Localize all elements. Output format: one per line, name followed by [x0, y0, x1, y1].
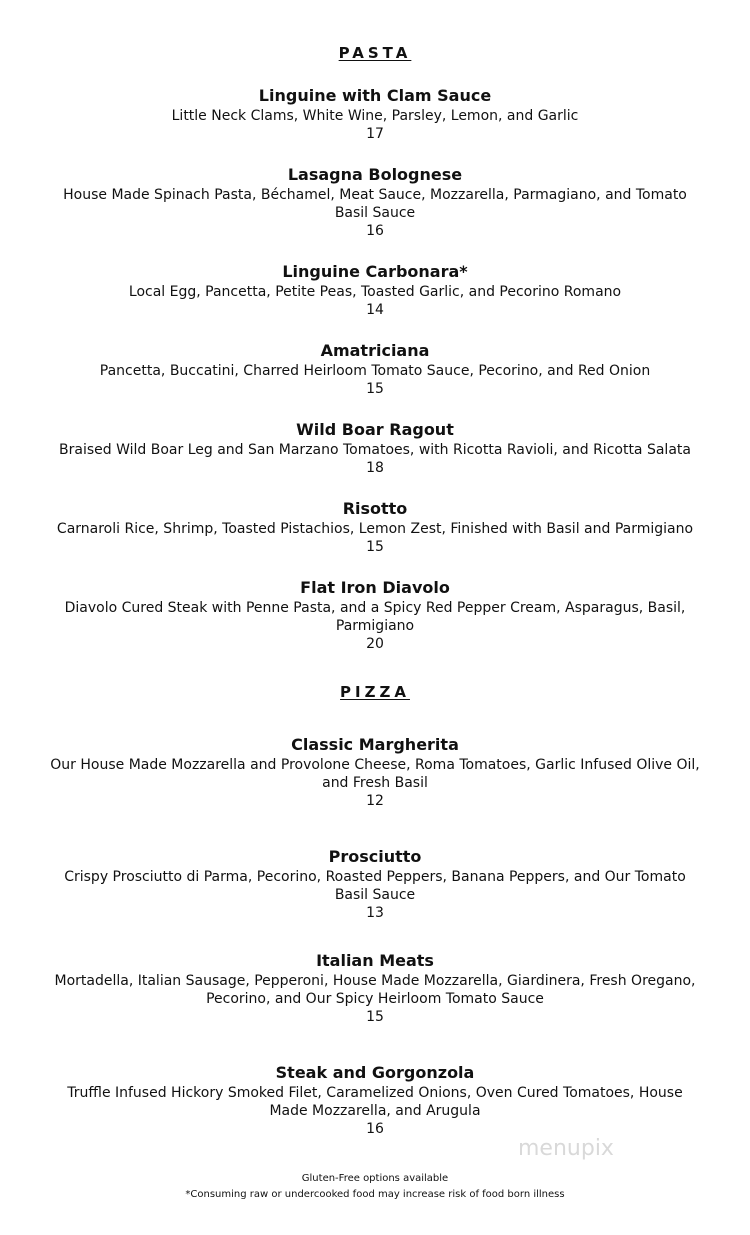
- item-name: Italian Meats: [316, 951, 434, 970]
- item-price: 16: [366, 1121, 384, 1137]
- item-name: Lasagna Bolognese: [287, 165, 463, 184]
- item-name: Flat Iron Diavolo: [300, 578, 450, 597]
- item-description: Little Neck Clams, White Wine, Parsley, Lemon, and Garlic: [171, 108, 579, 124]
- item-description: Truffle Infused Hickory Smoked Filet, Caramelized Onions, Oven Cured Tomatoes, House Made Mozzarella, and Arugula: [67, 1085, 683, 1119]
- item-price: 15: [366, 1009, 384, 1025]
- menu-item: [40, 1062, 710, 1138]
- item-price: 13: [366, 905, 384, 921]
- pizza-heading: PIZZA: [340, 683, 410, 701]
- item-price: 15: [366, 381, 384, 397]
- item-price: 15: [366, 539, 384, 555]
- menu-item: [40, 164, 710, 240]
- item-description: Mortadella, Italian Sausage, Pepperoni, House Made Mozzarella, Giardinera, Fresh Oregano, Pecorino, and Our Spicy Heirloom Tomato Sauce: [54, 973, 696, 1007]
- item-description: Our House Made Mozzarella and Provolone Cheese, Roma Tomatoes, Garlic Infused Olive Oil, and Fresh Basil: [50, 757, 700, 791]
- menupix-watermark: menupix: [518, 1136, 614, 1161]
- item-name: Linguine Carbonara*: [282, 262, 468, 281]
- menu-item: [40, 950, 710, 1026]
- item-description: Diavolo Cured Steak with Penne Pasta, and a Spicy Red Pepper Cream, Asparagus, Basil, Parmigiano: [64, 600, 686, 634]
- item-description: Carnaroli Rice, Shrimp, Toasted Pistachios, Lemon Zest, Finished with Basil and Parmigiano: [56, 521, 694, 537]
- item-name: Steak and Gorgonzola: [275, 1063, 475, 1082]
- item-description: House Made Spinach Pasta, Béchamel, Meat Sauce, Mozzarella, Parmagiano, and Tomato Basil Sauce: [63, 187, 687, 221]
- item-price: 16: [366, 223, 384, 239]
- menu-item: [40, 498, 710, 556]
- menu-item: [40, 419, 710, 477]
- item-name: Classic Margherita: [291, 735, 459, 754]
- item-description: Pancetta, Buccatini, Charred Heirloom Tomato Sauce, Pecorino, and Red Onion: [99, 363, 651, 379]
- menu-item: [40, 85, 710, 143]
- item-name: Amatriciana: [320, 341, 430, 360]
- item-description: Local Egg, Pancetta, Petite Peas, Toasted Garlic, and Pecorino Romano: [128, 284, 622, 300]
- menu-item: [40, 340, 710, 398]
- menu-item: [40, 261, 710, 319]
- menu-item: [40, 577, 710, 653]
- item-price: 14: [366, 302, 384, 318]
- food-safety-warning: *Consuming raw or undercooked food may increase risk of food born illness: [185, 1189, 565, 1200]
- item-price: 17: [366, 126, 384, 142]
- menu-item: [40, 734, 710, 810]
- item-description: Braised Wild Boar Leg and San Marzano Tomatoes, with Ricotta Ravioli, and Ricotta Salata: [59, 442, 691, 458]
- item-price: 18: [366, 460, 384, 476]
- item-price: 20: [366, 636, 384, 652]
- item-name: Linguine with Clam Sauce: [258, 86, 492, 105]
- item-description: Crispy Prosciutto di Parma, Pecorino, Roasted Peppers, Banana Peppers, and Our Tomato Basil Sauce: [64, 869, 686, 903]
- menu-item: [40, 846, 710, 922]
- pasta-heading: PASTA: [338, 44, 412, 62]
- item-price: 12: [366, 793, 384, 809]
- item-name: Risotto: [342, 499, 408, 518]
- item-name: Prosciutto: [328, 847, 422, 866]
- gluten-free-note: Gluten-Free options available: [301, 1173, 449, 1184]
- item-name: Wild Boar Ragout: [296, 420, 454, 439]
